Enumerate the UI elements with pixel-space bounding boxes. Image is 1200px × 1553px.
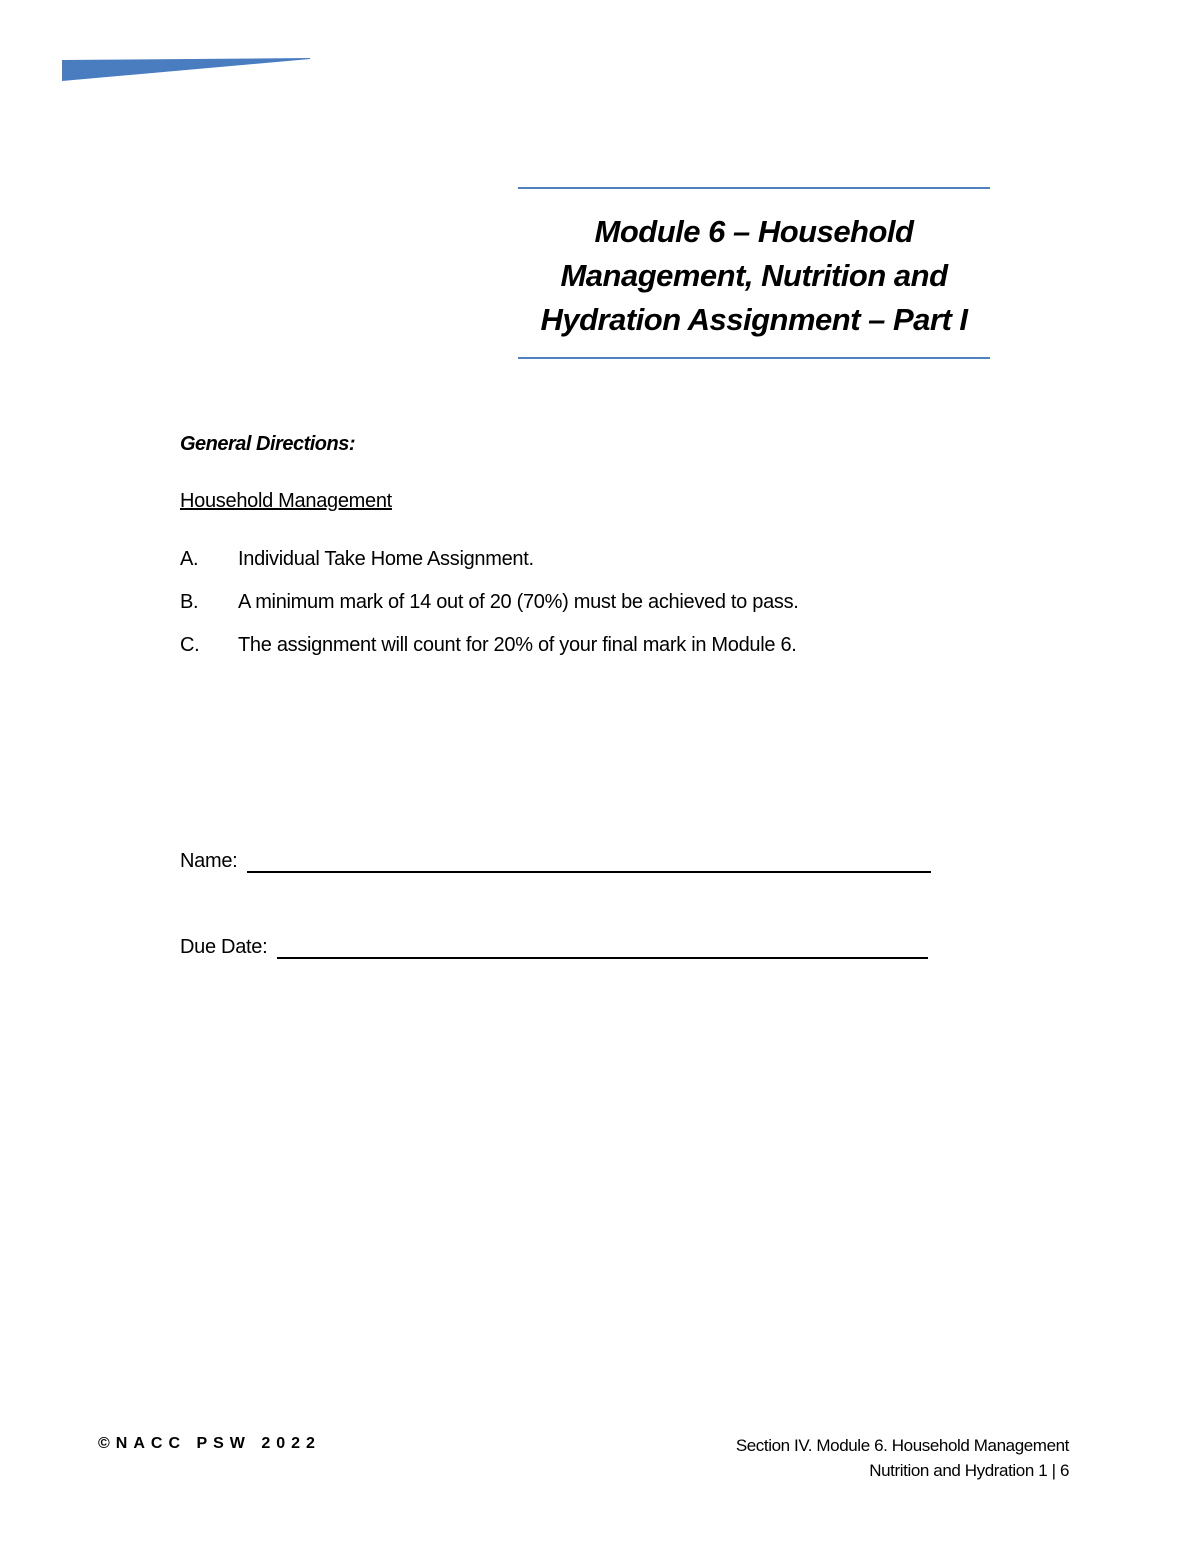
header-banner-shape <box>62 58 312 83</box>
document-title <box>518 210 990 342</box>
direction-letter: A. <box>180 548 199 570</box>
section-heading: Household Management <box>180 490 392 512</box>
direction-item-c <box>180 634 797 657</box>
footer-copyright: ©NACC PSW 2022 <box>98 1435 321 1452</box>
footer-section-line-1: Section IV. Module 6. Household Management <box>735 1436 1069 1455</box>
footer-section-info <box>736 1433 1069 1483</box>
title-line-1: Module 6 – Household <box>594 214 914 249</box>
name-label: Name: <box>180 850 238 872</box>
due-date-label: Due Date: <box>180 936 268 958</box>
directions-heading: General Directions: <box>180 433 356 455</box>
direction-text: A minimum mark of 14 out of 20 (70%) must be achieved to pass. <box>238 591 799 613</box>
due-date-row <box>180 935 928 959</box>
name-field-line[interactable] <box>247 849 931 873</box>
direction-letter: C. <box>180 634 200 656</box>
name-row <box>180 849 931 873</box>
direction-letter: B. <box>180 591 199 613</box>
direction-text: Individual Take Home Assignment. <box>238 548 534 570</box>
title-line-3: Hydration Assignment – Part I <box>540 302 968 337</box>
title-top-rule <box>518 187 990 189</box>
direction-item-a <box>180 548 534 571</box>
direction-text: The assignment will count for 20% of your final mark in Module 6. <box>238 634 797 656</box>
direction-item-b <box>180 591 799 614</box>
footer-section-line-2: Nutrition and Hydration 1 | 6 <box>869 1461 1069 1480</box>
title-line-2: Management, Nutrition and <box>560 258 948 293</box>
due-date-field-line[interactable] <box>277 935 928 959</box>
title-bottom-rule <box>518 357 990 359</box>
